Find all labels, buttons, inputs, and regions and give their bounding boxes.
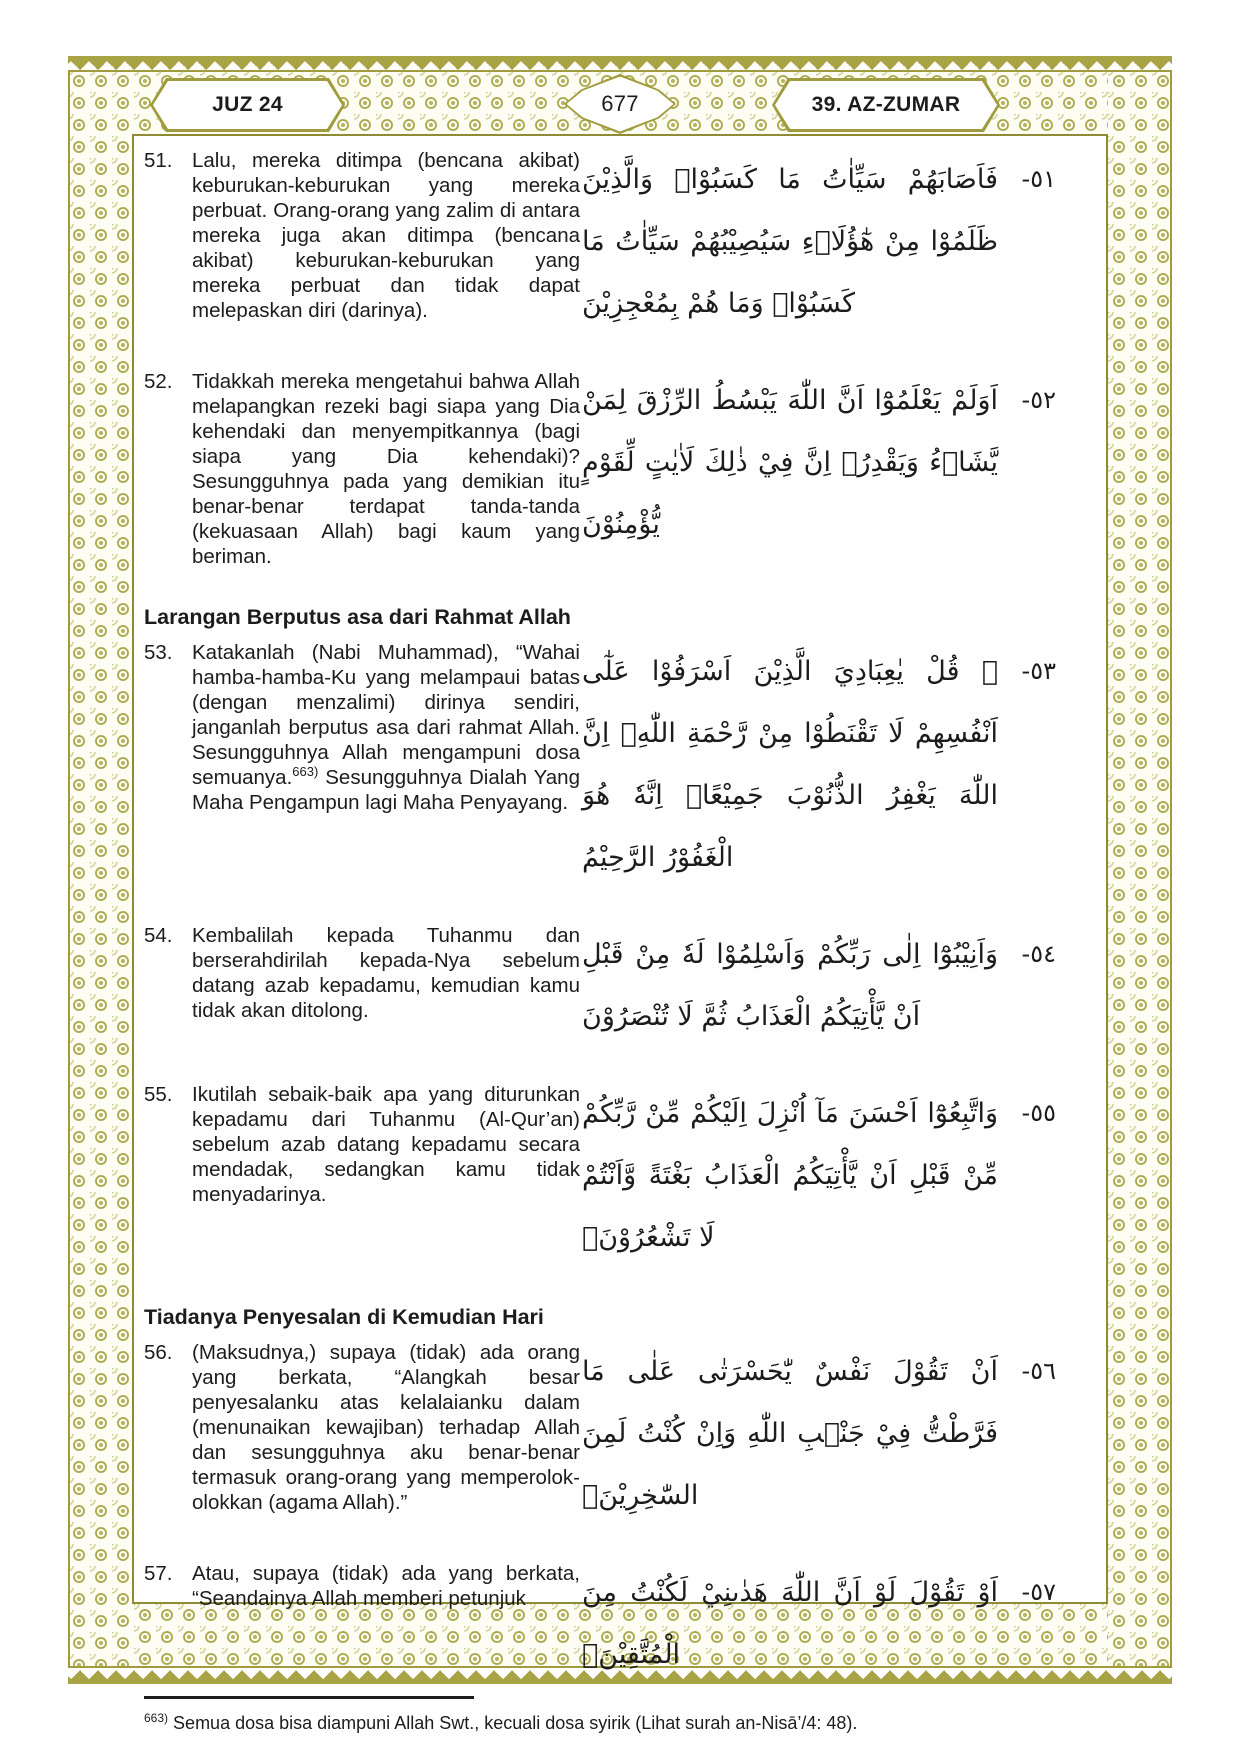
footnote-text [144,1707,1062,1735]
footnote [144,1696,1062,1735]
arabic-block [580,148,1062,335]
verse-row-53 [144,640,1062,889]
translation-block [144,148,580,323]
arabic-text: فَاَصَابَهُمْ سَيِّاٰتُ مَا كَسَبُوْاۗ وَالَّذِيْنَ ظَلَمُوْا مِنْ هٰٓؤُلَاۤءِ سَيُصِيْبُهُمْ سَيِّاٰتُ مَا كَسَبُوْاۙ وَمَا هُمْ بِمُعْجِزِيْنَ [582,164,998,319]
verse-row-57 [144,1561,1062,1686]
arabic-verse-number: ٥٧- [1021,1578,1056,1606]
arabic-block [580,369,1062,556]
translation-block [144,369,580,569]
arabic-text: وَاَنِيْبُوْٓا اِلٰى رَبِّكُمْ وَاَسْلِمُوْا لَهٗ مِنْ قَبْلِ اَنْ يَّأْتِيَكُمُ الْعَذَابُ ثُمَّ لَا تُنْصَرُوْنَ [582,939,998,1032]
verse-row-56 [144,1340,1062,1527]
verse-number: 55. [144,1083,173,1106]
translation-text-post: Sesungguhnya Dialah Yang Maha Pengampun lagi Maha Penyayang. [192,766,580,814]
translation-text: Lalu, mereka ditimpa (bencana akibat) keburukan-keburukan yang mereka perbuat. Orang-orang yang zalim di antara mereka juga akan ditimpa (bencana akibat) keburukan-keburukan yang mereka perbuat dan tidak dapat melepaskan diri (darinya). [192,149,580,322]
translation-block [144,640,580,815]
arabic-text: وَاتَّبِعُوْٓا اَحْسَنَ مَآ اُنْزِلَ اِلَيْكُمْ مِّنْ رَّبِّكُمْ مِّنْ قَبْلِ اَنْ يَّأْتِيَكُمُ الْعَذَابُ بَغْتَةً وَّاَنْتُمْ لَا تَشْعُرُوْنَۙ [582,1098,998,1253]
translation-block [144,923,580,1023]
arabic-verse-number: ٥٢- [1021,386,1056,414]
border-fringe-top [68,54,1172,70]
translation-block [144,1340,580,1515]
border-ornament-left [68,70,132,1668]
juz-badge [150,78,345,132]
arabic-text: ۞ قُلْ يٰعِبَادِيَ الَّذِيْنَ اَسْرَفُوْا عَلٰٓى اَنْفُسِهِمْ لَا تَقْنَطُوْا مِنْ رَّحْمَةِ اللّٰهِۗ اِنَّ اللّٰهَ يَغْفِرُ الذُّنُوْبَ جَمِيْعًاۗ اِنَّهٗ هُوَ الْغَفُوْرُ الرَّحِيْمُ [582,656,998,873]
verse-number: 51. [144,149,173,172]
page-content [132,134,1108,1733]
translation-text: Atau, supaya (tidak) ada yang berkata, “Seandainya Allah memberi petunjuk [192,1562,580,1610]
surah-badge [772,78,1000,132]
translation-text [192,640,580,815]
footnote-marker: 663) [144,1711,169,1725]
border-fringe-right [1174,70,1188,1668]
arabic-block [580,923,1062,1048]
footnote-body: Semua dosa bisa diampuni Allah Swt., kecuali dosa syirik (Lihat surah an-Nisā’/4: 48). [173,1713,858,1733]
verse-number: 52. [144,370,173,393]
surah-label: 39. AZ-ZUMAR [811,93,961,116]
footnote-rule [144,1696,474,1699]
verse-number: 57. [144,1562,173,1585]
arabic-block [580,1561,1062,1686]
border-ornament-right [1108,70,1172,1668]
arabic-verse-number: ٥١- [1021,165,1056,193]
verse-row-51 [144,148,1062,335]
verse-number: 56. [144,1341,173,1364]
verse-row-54 [144,923,1062,1048]
arabic-verse-number: ٥٣- [1021,657,1056,685]
verse-row-55 [144,1082,1062,1269]
section-heading: Larangan Berputus asa dari Rahmat Allah [144,605,571,629]
footnote-reference: 663) [292,764,319,780]
juz-label: JUZ 24 [212,93,283,116]
verse-number: 54. [144,924,173,947]
page-number-badge [564,74,676,134]
page-number: 677 [601,91,639,116]
arabic-verse-number: ٥٤- [1021,940,1056,968]
arabic-verse-number: ٥٦- [1021,1357,1056,1385]
section-heading: Tiadanya Penyesalan di Kemudian Hari [144,1305,544,1329]
translation-text: Kembalilah kepada Tuhanmu dan berserahdirilah kepada-Nya sebelum datang azab kepadamu, kemudian kamu tidak akan ditolong. [192,924,580,1022]
translation-text: (Maksudnya,) supaya (tidak) ada orang yang berkata, “Alangkah besar penyesalanku atas kelalaianku dalam (menunaikan kewajiban) terhadap Allah dan sesungguhnya aku benar-benar termasuk orang-orang yang memperolok-olokkan (agama Allah).” [192,1341,580,1514]
translation-text: Tidakkah mereka mengetahui bahwa Allah melapangkan rezeki bagi siapa yang Dia kehendaki dan menyempitkannya (bagi siapa yang Dia kehendaki)? Sesungguhnya pada yang demikian itu benar-benar terdapat tanda-tanda (kekuasaan Allah) bagi kaum yang beriman. [192,370,580,568]
verse-row-52 [144,369,1062,569]
arabic-block [580,1082,1062,1269]
arabic-text: اَوْ تَقُوْلَ لَوْ اَنَّ اللّٰهَ هَدٰىنِيْ لَكُنْتُ مِنَ الْمُتَّقِيْنَۙ [582,1577,998,1670]
arabic-verse-number: ٥٥- [1021,1099,1056,1127]
translation-text: Ikutilah sebaik-baik apa yang diturunkan kepadamu dari Tuhanmu (Al-Qur’an) sebelum azab datang kepadamu secara mendadak, sedangkan kamu tidak menyadarinya. [192,1083,580,1206]
translation-block [144,1082,580,1207]
translation-text-pre: Katakanlah (Nabi Muhammad), “Wahai hamba-hamba-Ku yang melampaui batas (dengan menzalimi) dirinya sendiri, janganlah berputus asa dari rahmat Allah. Sesungguhnya Allah mengampuni dosa semuanya. [192,641,580,789]
translation-block [144,1561,580,1611]
border-fringe-left [52,70,66,1668]
arabic-block [580,1340,1062,1527]
arabic-text: اَوَلَمْ يَعْلَمُوْٓا اَنَّ اللّٰهَ يَبْسُطُ الرِّزْقَ لِمَنْ يَّشَاۤءُ وَيَقْدِرُۗ اِنَّ فِيْ ذٰلِكَ لَاٰيٰتٍ لِّقَوْمٍ يُّؤْمِنُوْنَ [582,385,998,540]
arabic-text: اَنْ تَقُوْلَ نَفْسٌ يّٰحَسْرَتٰى عَلٰى مَا فَرَّطْتُّ فِيْ جَنْۢبِ اللّٰهِ وَاِنْ كُنْتُ لَمِنَ السّٰخِرِيْنَۙ [582,1356,998,1511]
arabic-block [580,640,1062,889]
verse-number: 53. [144,641,173,664]
